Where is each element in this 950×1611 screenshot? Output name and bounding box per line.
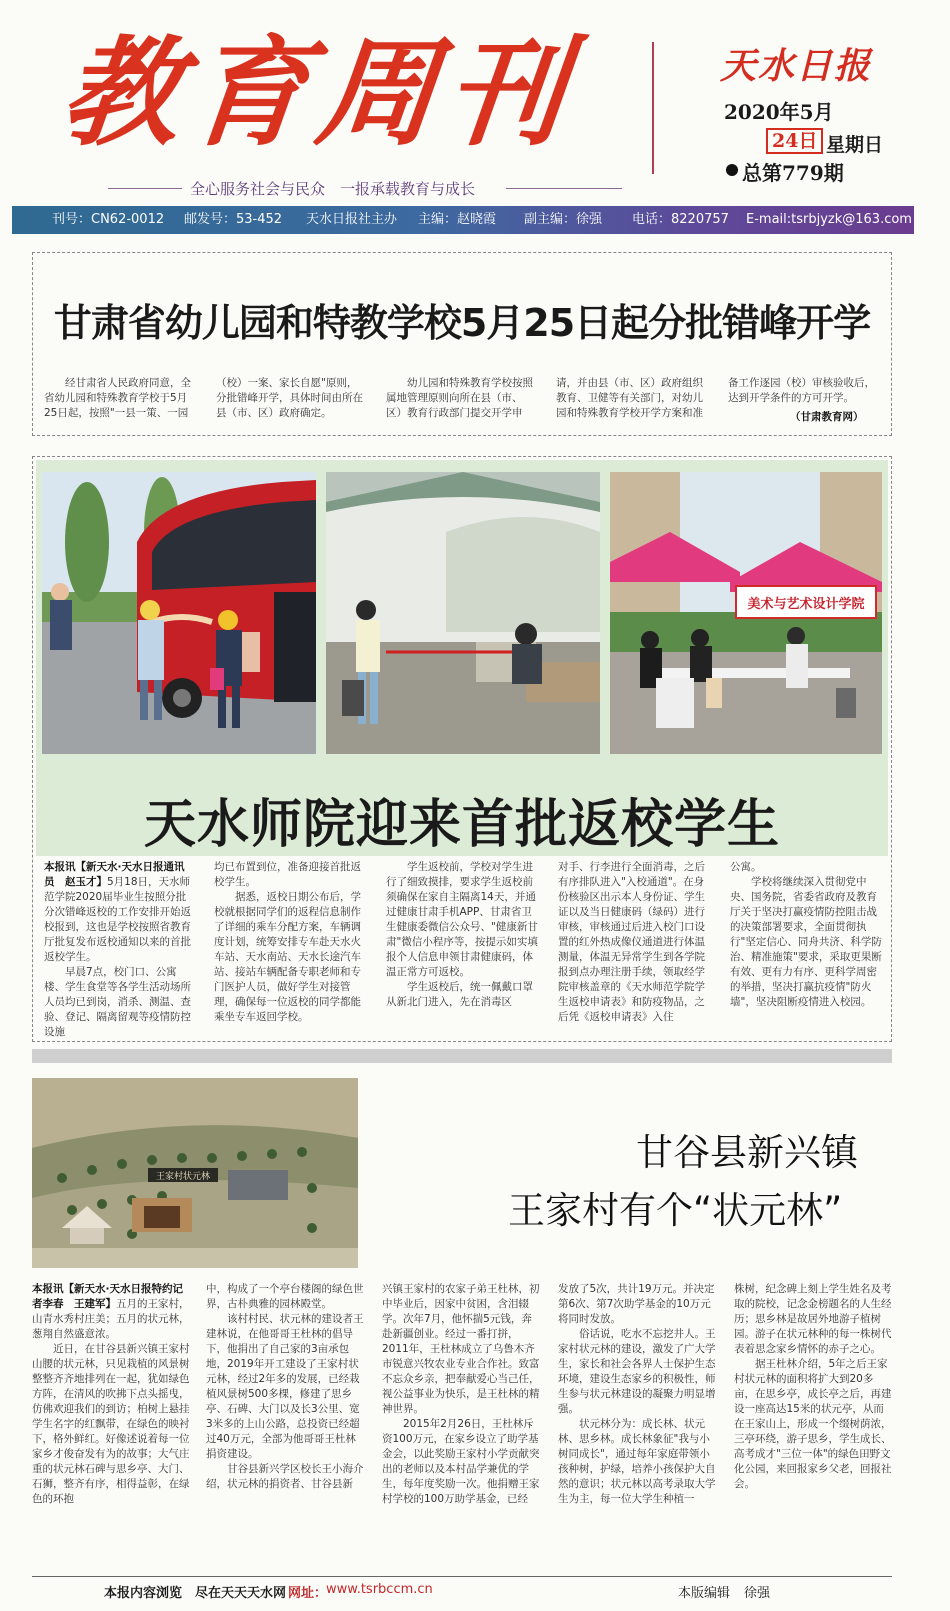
forest-sign: 王家村状元林 (155, 1172, 211, 1182)
footer-preview: 本报内容浏览 尽在天天天水网 (104, 1586, 287, 1601)
issue-day: 24日 (766, 128, 823, 154)
story1-col1: 经甘肃省人民政府同意，全省幼儿园和特殊教育学校于5月25日起，按照"一县一策、一园 (44, 377, 191, 419)
story3-col2: 中，构成了一个亭台楼阁的绿色世界，古朴典雅的园林殿堂。 该村村民、状元林的建设者王建林说，在他哥哥王杜林的倡导下，他捐出了自己家的3亩承包地，2019年开工建设了王家村状元林，经过2年多的发展，已经栽植风景树500多棵，修建了思乡亭、石碑、大门以及长3公里、宽3米多的上山公路，总投资已经超过40万元，全部为他哥哥王杜林捐资建设。 甘谷县新兴学区校长王小海介绍，状元林的捐资者、甘谷县新 (206, 1283, 364, 1490)
story1-headline: 甘肃省幼儿园和特教学校5月25日起分批错峰开学 (53, 301, 871, 345)
publisher: 天水日报社主办 (306, 212, 398, 227)
section-separator (32, 1049, 892, 1063)
deputy-editor: 副主编：徐强 (524, 212, 603, 227)
story2-col1-text: 5月18日，天水师范学院2020届毕业生按照分批分次错峰返校的工作安排开始返校报到，这也是学校按照省教育厅批复发布返校通知以来的首批返校学生。 早晨7点，校门口、公寓楼、学生食堂等各学生活动场所人员均已到岗，消杀、测温、查验、登记、隔离留观等疫情防控设施 (44, 876, 191, 1038)
issue-weekday: 星期日 (826, 134, 884, 156)
youfa: 邮发号：53-452 (184, 212, 283, 227)
story2-col2: 均已布置到位，准备迎接首批返校学生。 据悉，返校日期公布后，学校就根据同学们的返程信息制作了详细的乘车分配方案，车辆调度计划，统筹安排专车赴天水火车站、天水南站、天水长途汽车站、接站车辆配备专职老师和专门医护人员，做好学生对接管理，确保每一位返校的同学都能乘坐专车返回学校。 (214, 861, 361, 1023)
footer-site-label: 网址： (288, 1586, 328, 1601)
story1-source: （甘肃教育网） (790, 411, 864, 423)
story3-lead: 本报讯【新天水·天水日报特约记者李春 王建军】 (32, 1283, 183, 1310)
story2-lead: 本报讯【新天水·天水日报通讯员 赵玉才】 (44, 861, 185, 888)
masthead-title: 教育周刊 (54, 23, 582, 162)
info-bar (12, 206, 914, 234)
story2-col5: 公寓。 学校将继续深入贯彻党中央、国务院，省委省政府及教育厅关于坚决打赢疫情防控阻击战的决策部署要求，全面贯彻执行"坚定信心、同舟共济、科学防治、精准施策"要求，采取更果断有效、更有力有序、更科学周密的举措，坚决打赢抗疫情"防火墙"，坚决阻断疫情进入校园。 (730, 861, 882, 1008)
photo-zhuangyuan-forest (32, 1078, 358, 1268)
booth-sign: 美术与艺术设计学院 (747, 597, 865, 612)
slogan-rule-right (506, 188, 622, 189)
story2-col1 (44, 860, 194, 1038)
story2-col4: 对手、行李进行全面消毒，之后有序排队进入"入校通道"。在身份核验区出示本人身份证、学生证以及当日健康码（绿码）进行审核，审核通过后进入校门口设置的红外热成像仪通道进行体温测量，体温无异常学生到各学院报到点办理注册手续，领取经学院审核盖章的《天水师范学院学生返校申请表》和防疫物品，之后凭《返校申请表》入住 (558, 861, 705, 1023)
chief-editor: 主编：赵晓霞 (418, 212, 497, 227)
photo-art-college-booth (610, 472, 882, 754)
email: E-mail:tsrbjyzk@163.com (746, 212, 912, 227)
story3-headline-line2: 王家村有个“状元林” (508, 1189, 843, 1232)
footer-site-url[interactable]: www.tsrbccm.cn (326, 1582, 433, 1597)
issue-number: 总第779期 (742, 161, 844, 185)
masthead-divider (652, 42, 654, 174)
story3-headline-line1: 甘谷县新兴镇 (636, 1131, 858, 1174)
story3-col4: 发放了5次，共计19万元。并决定第6次、第7次助学基金的10万元将同时发放。 俗话说，吃水不忘挖井人。王家村状元林的建设，激发了广大学生，家长和社会各界人士保护生态环境，建设生态家乡的积极性，师生参与状元林建设的凝聚力明显增强。 状元林分为：成长林、状元林、思乡林。成长林象征"我与小树同成长"，通过每年家庭带领小孩种树，护绿，培养小孩保护大自然的意识；状元林以高考录取大学生为主，每一位大学生种植一 (558, 1283, 716, 1505)
story2-col3: 学生返校前，学校对学生进行了细致摸排，要求学生返校前须确保在家自主隔离14天，并通过健康甘肃手机APP、甘肃省卫生健康委微信公众号、"健康新甘肃"微信小程序等，按提示如实填报个人信息申领甘肃健康码，体温正常方可返校。 学生返校后，统一佩戴口罩从新北门进入，先在消毒区 (386, 861, 538, 1008)
footer-editor-name: 徐强 (744, 1586, 771, 1601)
story3-col1-text: 五月的王家村，山青水秀村庄美；五月的状元林，葱翔自然盛意浓。 近日，在甘谷县新兴镇王家村山腰的状元林，只见栽植的风景树整整齐齐地排列在一起，犹如绿色方阵，在清风的吹拂下点头摇曳，仿佛欢迎我们的到访；柏树上悬挂学生名字的红飘带，在绿色的映衬下，格外鲜红。好像述说着每一位家乡才俊奋发有为的故事；大气庄重的状元林石碑与思乡亭、大门、石狮，整齐有序，相得益彰，在绿色的环抱 (32, 1298, 190, 1505)
story1-col2: （校）一案、家长自愿"原则，分批错峰开学，具体时间由所在县（市、区）政府确定。 (216, 377, 363, 419)
story3-col3: 兴镇王家村的农家子弟王杜林，初中毕业后，因家中贫困，含泪辍学。次年7月，他怀揣5元钱，奔赴新疆创业。经过一番打拼，2011年，王杜林成立了乌鲁木齐市锐意兴牧农业专业合作社。致富不忘众乡亲，把奉献爱心当己任，视公益事业为快乐，是王杜林的精神世界。 2015年2月26日，王杜林斥资100万元，在家乡设立了助学基金会，以此奖励王家村小学贡献突出的老师以及本村品学兼优的学生，每年度奖励一次。他捐赠王家村学校的100万助学基金，已经 (382, 1283, 540, 1505)
story1-col3: 幼儿园和特殊教育学校按照属地管理原则向所在县（市、区）教育行政部门提交开学申 (386, 377, 533, 419)
kanhao: 刊号：CN62-0012 (52, 212, 165, 227)
photo-tent-checkpoint (326, 472, 600, 754)
story2-headline: 天水师院迎来首批返校学生 (143, 795, 780, 855)
footer-rule (32, 1576, 892, 1577)
slogan-rule-left (108, 188, 182, 189)
issue-date: 2020年5月 (724, 100, 834, 124)
phone: 电话：8220757 (632, 212, 729, 227)
slogan: 全心服务社会与民众 一报承载教育与成长 (190, 180, 476, 198)
paper-name: 天水日报 (720, 45, 873, 87)
bullet-icon (726, 164, 738, 176)
story3-col5: 株树，纪念碑上刻上学生姓名及考取的院校，记念金榜题名的人生经历；思乡林是故居外地游子植树园。游子在状元林种的每一株树代表着思念家乡情怀的赤子之心。 据王杜林介绍，5年之后王家村状元林的面积将扩大到20多亩，在思乡亭，成长亭之后，再建设一座高达15米的状元亭，从而在王家山上，形成一个缀树荫浓，三亭环绕，游子思乡，学生成长、高考成才"三位一体"的绿色田野文化公园，来回报家乡父老，回报社会。 (734, 1283, 892, 1490)
footer-editor-label: 本版编辑 (678, 1586, 731, 1601)
story1-col4: 请，并由县（市、区）政府组织教育、卫健等有关部门，对幼儿园和特殊教育学校开学方案和准 (556, 377, 703, 419)
photo-bus (42, 472, 316, 754)
story1-col5: 备工作逐园（校）审核验收后，达到开学条件的方可开学。 (728, 377, 875, 404)
story3-col1 (32, 1282, 192, 1572)
